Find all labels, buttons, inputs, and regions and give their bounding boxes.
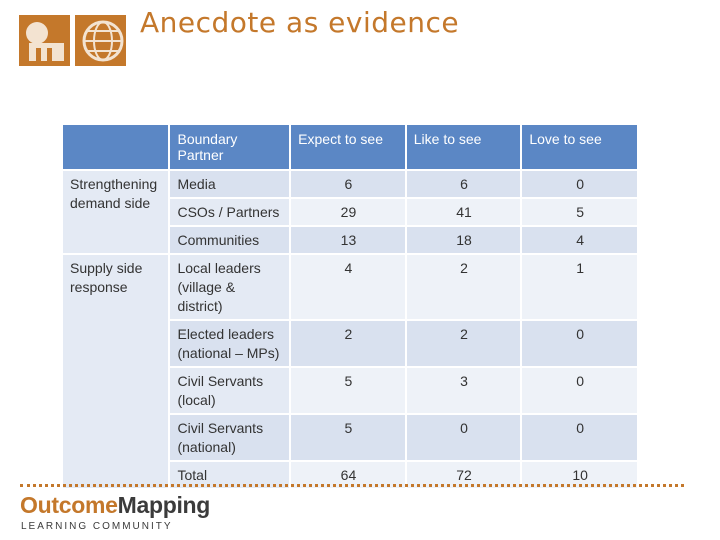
table-header-row [63, 125, 637, 169]
expect-cell: 5 [291, 415, 405, 460]
love-cell: 1 [522, 255, 637, 319]
partner-cell: Civil Servants (local) [170, 368, 289, 413]
expect-total: 64 [291, 462, 405, 488]
like-cell: 2 [407, 255, 521, 319]
love-cell: 4 [522, 227, 637, 253]
group-label: Supply side response [63, 255, 168, 488]
slide-title: Anecdote as evidence [140, 6, 460, 39]
like-cell: 18 [407, 227, 521, 253]
header-like-to-see: Like to see [407, 125, 521, 169]
like-cell: 3 [407, 368, 521, 413]
outcome-table [61, 123, 639, 490]
partner-cell-total: Total [170, 462, 289, 488]
love-total: 10 [522, 462, 637, 488]
love-cell: 0 [522, 415, 637, 460]
footer-divider [20, 484, 684, 487]
partner-cell: Communities [170, 227, 289, 253]
header-expect-to-see: Expect to see [291, 125, 405, 169]
group-label: Strengthening demand side [63, 171, 168, 253]
expect-cell: 2 [291, 321, 405, 366]
expect-cell: 4 [291, 255, 405, 319]
header-group [63, 125, 168, 169]
expect-cell: 13 [291, 227, 405, 253]
header-love-to-see: Love to see [522, 125, 637, 169]
like-total: 72 [407, 462, 521, 488]
like-cell: 2 [407, 321, 521, 366]
brand-part1: Outcome [20, 492, 118, 518]
brand-part2: Mapping [117, 492, 211, 518]
expect-cell: 5 [291, 368, 405, 413]
like-cell: 41 [407, 199, 521, 225]
expect-cell: 6 [291, 171, 405, 197]
table-row [63, 171, 637, 197]
header-boundary-partner: Boundary Partner [170, 125, 289, 169]
footer-brand [20, 492, 210, 519]
love-cell: 0 [522, 368, 637, 413]
footer-subtitle: LEARNING COMMUNITY [21, 521, 173, 532]
love-cell: 0 [522, 171, 637, 197]
love-cell: 0 [522, 321, 637, 366]
like-cell: 6 [407, 171, 521, 197]
partner-cell: Civil Servants (national) [170, 415, 289, 460]
partner-cell: Elected leaders (national – MPs) [170, 321, 289, 366]
partner-cell: Media [170, 171, 289, 197]
partner-cell: Local leaders (village & district) [170, 255, 289, 319]
love-cell: 5 [522, 199, 637, 225]
like-cell: 0 [407, 415, 521, 460]
partner-cell: CSOs / Partners [170, 199, 289, 225]
expect-cell: 29 [291, 199, 405, 225]
outcome-mapping-logo-icon [19, 15, 126, 66]
table-row [63, 255, 637, 319]
